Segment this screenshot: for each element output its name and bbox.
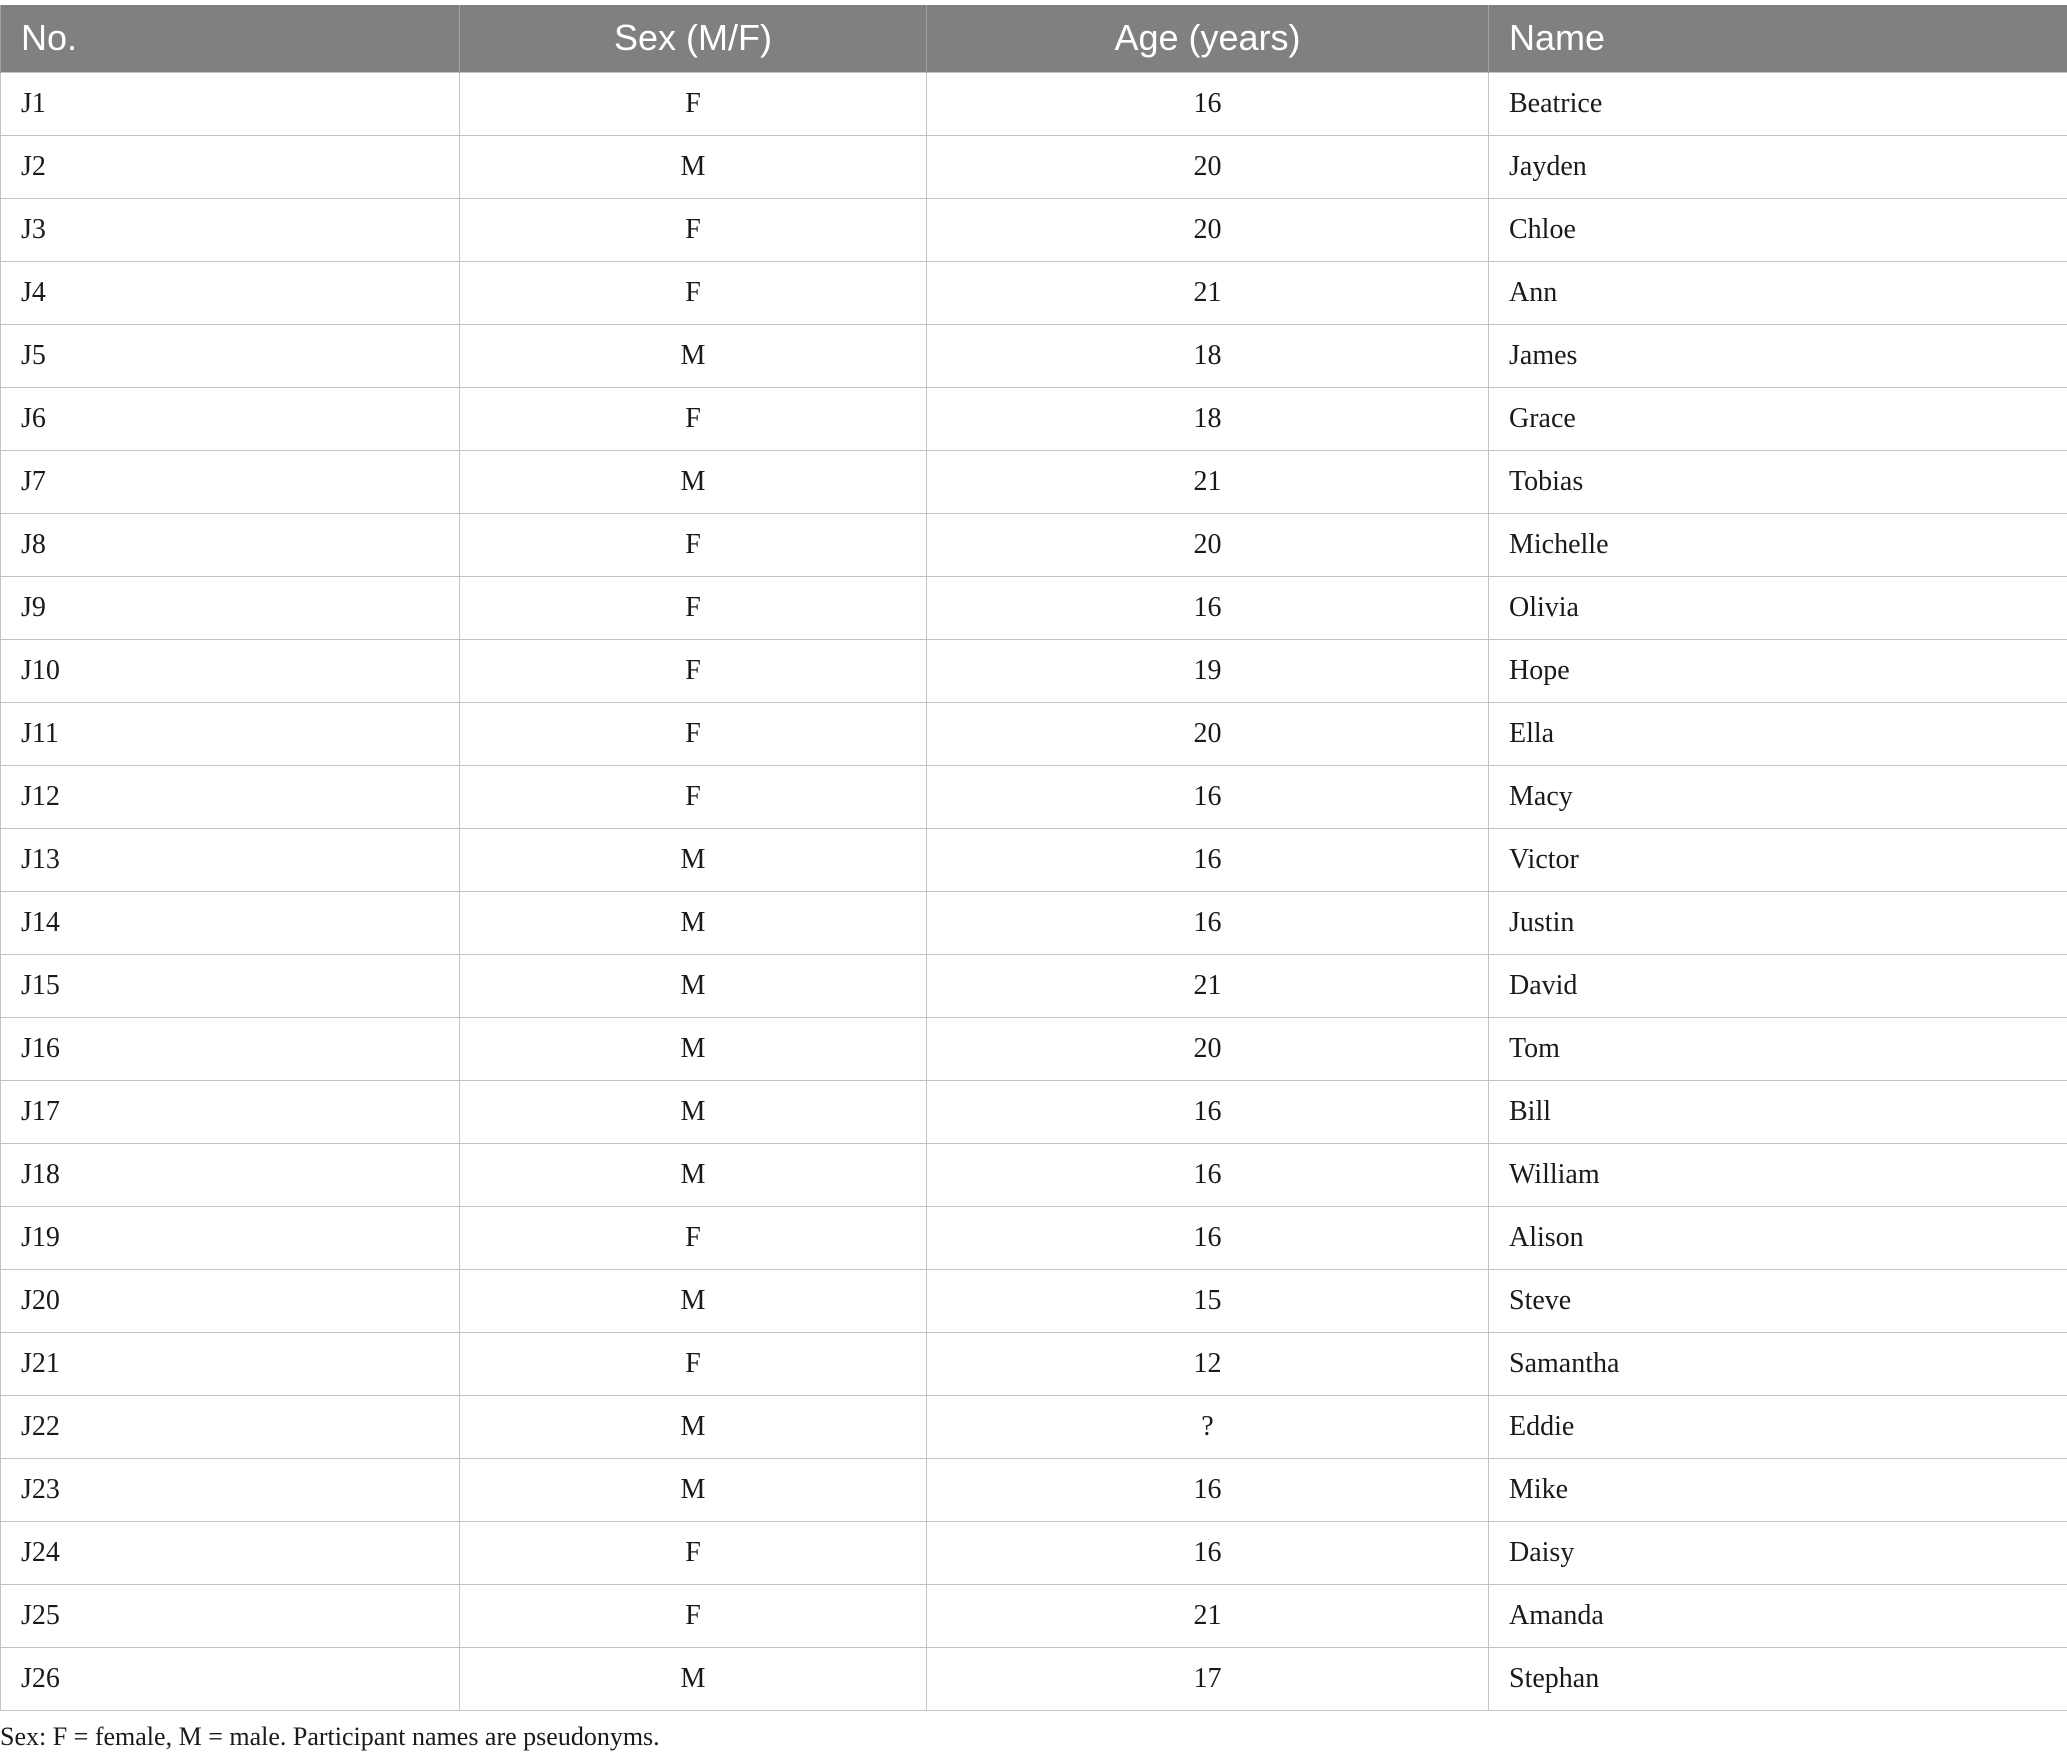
table-row <box>1 702 2067 765</box>
cell-number: J15 <box>1 954 460 1017</box>
cell-sex: F <box>460 387 927 450</box>
cell-number: J18 <box>1 1143 460 1206</box>
cell-sex: M <box>460 1017 927 1080</box>
cell-sex: M <box>460 135 927 198</box>
cell-age: 16 <box>927 1143 1489 1206</box>
table-row <box>1 576 2067 639</box>
table-header <box>1 5 2067 72</box>
cell-sex: F <box>460 765 927 828</box>
cell-age: 20 <box>927 702 1489 765</box>
table-row <box>1 1017 2067 1080</box>
cell-age: 19 <box>927 639 1489 702</box>
cell-number: J11 <box>1 702 460 765</box>
cell-age: 20 <box>927 198 1489 261</box>
cell-age: 16 <box>927 576 1489 639</box>
cell-sex: F <box>460 639 927 702</box>
table-row <box>1 261 2067 324</box>
cell-number: J8 <box>1 513 460 576</box>
table-row <box>1 765 2067 828</box>
cell-sex: F <box>460 198 927 261</box>
cell-number: J13 <box>1 828 460 891</box>
cell-name: Jayden <box>1489 135 2067 198</box>
header-sex: Sex (M/F) <box>460 5 927 72</box>
cell-age: 21 <box>927 450 1489 513</box>
cell-age: ? <box>927 1395 1489 1458</box>
cell-sex: F <box>460 513 927 576</box>
cell-number: J25 <box>1 1584 460 1647</box>
table-row <box>1 891 2067 954</box>
cell-sex: F <box>460 576 927 639</box>
cell-age: 20 <box>927 513 1489 576</box>
cell-age: 16 <box>927 1080 1489 1143</box>
table-body <box>1 72 2067 1710</box>
cell-name: Chloe <box>1489 198 2067 261</box>
cell-number: J20 <box>1 1269 460 1332</box>
table-row <box>1 450 2067 513</box>
cell-name: Tom <box>1489 1017 2067 1080</box>
cell-name: Ella <box>1489 702 2067 765</box>
table-row <box>1 513 2067 576</box>
cell-age: 18 <box>927 324 1489 387</box>
table-row <box>1 1647 2067 1710</box>
cell-number: J24 <box>1 1521 460 1584</box>
cell-name: Stephan <box>1489 1647 2067 1710</box>
cell-age: 12 <box>927 1332 1489 1395</box>
cell-name: Hope <box>1489 639 2067 702</box>
cell-name: Grace <box>1489 387 2067 450</box>
table-row <box>1 1206 2067 1269</box>
cell-name: Olivia <box>1489 576 2067 639</box>
cell-age: 18 <box>927 387 1489 450</box>
cell-number: J2 <box>1 135 460 198</box>
cell-sex: M <box>460 1395 927 1458</box>
cell-sex: M <box>460 1458 927 1521</box>
cell-age: 17 <box>927 1647 1489 1710</box>
cell-number: J7 <box>1 450 460 513</box>
table-row <box>1 1521 2067 1584</box>
cell-number: J16 <box>1 1017 460 1080</box>
cell-number: J6 <box>1 387 460 450</box>
table-row <box>1 1269 2067 1332</box>
table-row <box>1 1458 2067 1521</box>
cell-name: Victor <box>1489 828 2067 891</box>
cell-number: J14 <box>1 891 460 954</box>
table-row <box>1 1584 2067 1647</box>
cell-age: 20 <box>927 1017 1489 1080</box>
cell-age: 16 <box>927 891 1489 954</box>
cell-sex: M <box>460 1080 927 1143</box>
cell-sex: M <box>460 324 927 387</box>
cell-sex: M <box>460 1647 927 1710</box>
header-number: No. <box>1 5 460 72</box>
table-row <box>1 1395 2067 1458</box>
cell-number: J23 <box>1 1458 460 1521</box>
table-row <box>1 135 2067 198</box>
table-row <box>1 198 2067 261</box>
cell-age: 16 <box>927 1521 1489 1584</box>
cell-name: Daisy <box>1489 1521 2067 1584</box>
table-row <box>1 954 2067 1017</box>
cell-age: 16 <box>927 765 1489 828</box>
participants-table <box>0 5 2067 1711</box>
cell-sex: F <box>460 702 927 765</box>
cell-name: Macy <box>1489 765 2067 828</box>
cell-sex: F <box>460 72 927 135</box>
cell-number: J12 <box>1 765 460 828</box>
table-row <box>1 1080 2067 1143</box>
cell-age: 21 <box>927 1584 1489 1647</box>
cell-number: J21 <box>1 1332 460 1395</box>
cell-sex: M <box>460 450 927 513</box>
table-row <box>1 1332 2067 1395</box>
cell-age: 16 <box>927 1206 1489 1269</box>
cell-name: Eddie <box>1489 1395 2067 1458</box>
cell-name: Mike <box>1489 1458 2067 1521</box>
cell-age: 16 <box>927 828 1489 891</box>
cell-number: J9 <box>1 576 460 639</box>
cell-name: Tobias <box>1489 450 2067 513</box>
cell-age: 21 <box>927 261 1489 324</box>
cell-age: 15 <box>927 1269 1489 1332</box>
cell-sex: M <box>460 828 927 891</box>
table-row <box>1 639 2067 702</box>
cell-sex: M <box>460 954 927 1017</box>
cell-name: David <box>1489 954 2067 1017</box>
cell-number: J4 <box>1 261 460 324</box>
cell-sex: F <box>460 1584 927 1647</box>
cell-sex: M <box>460 1143 927 1206</box>
cell-sex: F <box>460 261 927 324</box>
table-row <box>1 72 2067 135</box>
cell-sex: M <box>460 1269 927 1332</box>
table-footnote: Sex: F = female, M = male. Participant names are pseudonyms. <box>0 1722 660 1751</box>
cell-sex: F <box>460 1206 927 1269</box>
cell-name: Steve <box>1489 1269 2067 1332</box>
cell-number: J5 <box>1 324 460 387</box>
header-name: Name <box>1489 5 2067 72</box>
cell-name: Beatrice <box>1489 72 2067 135</box>
cell-age: 16 <box>927 1458 1489 1521</box>
cell-name: William <box>1489 1143 2067 1206</box>
cell-name: Michelle <box>1489 513 2067 576</box>
cell-sex: M <box>460 891 927 954</box>
cell-number: J19 <box>1 1206 460 1269</box>
header-row <box>1 5 2067 72</box>
cell-name: Amanda <box>1489 1584 2067 1647</box>
table-row <box>1 1143 2067 1206</box>
cell-name: Justin <box>1489 891 2067 954</box>
cell-number: J3 <box>1 198 460 261</box>
header-age: Age (years) <box>927 5 1489 72</box>
cell-number: J10 <box>1 639 460 702</box>
table-row <box>1 828 2067 891</box>
cell-sex: F <box>460 1332 927 1395</box>
cell-age: 21 <box>927 954 1489 1017</box>
cell-name: Samantha <box>1489 1332 2067 1395</box>
participants-table-container <box>0 5 2067 1711</box>
cell-number: J1 <box>1 72 460 135</box>
cell-number: J22 <box>1 1395 460 1458</box>
cell-name: Ann <box>1489 261 2067 324</box>
table-row <box>1 387 2067 450</box>
cell-sex: F <box>460 1521 927 1584</box>
table-row <box>1 324 2067 387</box>
cell-number: J26 <box>1 1647 460 1710</box>
cell-age: 20 <box>927 135 1489 198</box>
cell-name: James <box>1489 324 2067 387</box>
cell-number: J17 <box>1 1080 460 1143</box>
cell-name: Bill <box>1489 1080 2067 1143</box>
cell-name: Alison <box>1489 1206 2067 1269</box>
cell-age: 16 <box>927 72 1489 135</box>
